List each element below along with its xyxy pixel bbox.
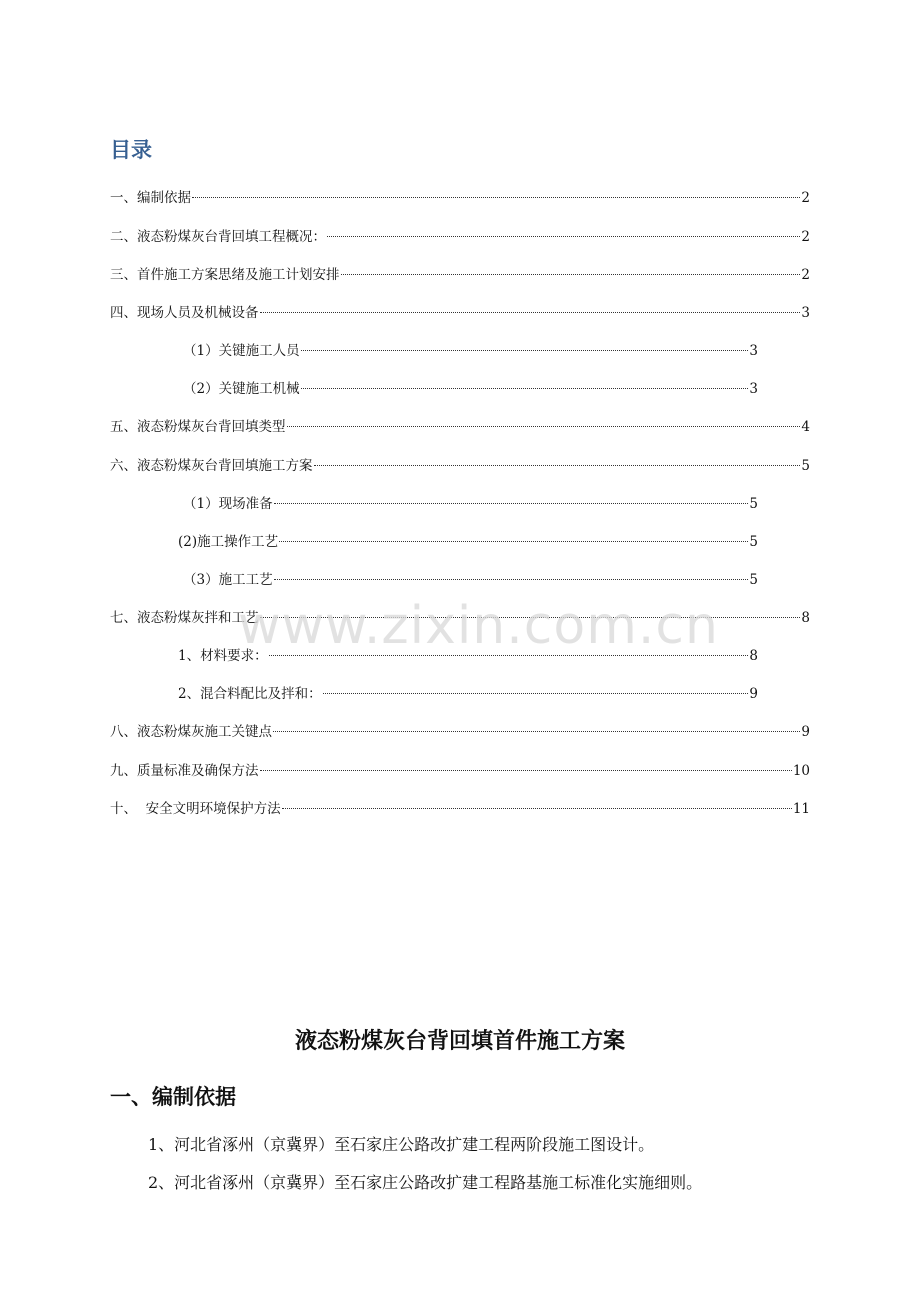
toc-entry-label: 四、现场人员及机械设备 (110, 305, 259, 321)
toc-entry-label: (2)施工操作工艺 (178, 534, 279, 550)
toc-entry-label: 十、 安全文明环境保护方法 (110, 801, 281, 817)
toc-title: 目录 (110, 138, 152, 162)
toc-entry-page: 4 (801, 419, 810, 435)
toc-entry-3[interactable] (110, 259, 810, 283)
toc-leader-dots (301, 335, 749, 355)
toc-entry-2[interactable] (110, 221, 810, 245)
toc-entry-5[interactable] (183, 335, 758, 359)
toc-entry-17[interactable] (110, 793, 810, 817)
toc-leader-dots (279, 526, 748, 546)
toc-entry-label: （3）施工工艺 (183, 572, 273, 588)
toc-entry-page: 9 (749, 686, 758, 702)
toc-leader-dots (260, 297, 801, 317)
toc-entry-page: 2 (801, 229, 810, 245)
toc-entry-6[interactable] (183, 373, 758, 397)
toc-entry-label: 二、液态粉煤灰台背回填工程概况： (110, 229, 326, 245)
document-title: 液态粉煤灰台背回填首件施工方案 (294, 1029, 625, 1054)
toc-leader-dots (341, 259, 801, 279)
toc-entry-label: 六、液态粉煤灰台背回填施工方案 (110, 458, 313, 474)
toc-entry-page: 5 (749, 534, 758, 550)
toc-entry-page: 9 (801, 724, 810, 740)
toc-entry-14[interactable] (178, 678, 758, 702)
toc-entry-page: 5 (801, 458, 810, 474)
body-paragraph-1: 1、河北省涿州（京冀界）至石家庄公路改扩建工程两阶段施工图设计。 (148, 1135, 655, 1154)
toc-entry-label: 七、液态粉煤灰拌和工艺 (110, 610, 259, 626)
toc-leader-dots (192, 182, 800, 202)
toc-entry-16[interactable] (110, 755, 810, 779)
toc-entry-label: （1）现场准备 (183, 496, 273, 512)
toc-entry-11[interactable] (183, 564, 758, 588)
toc-entry-10[interactable] (178, 526, 758, 550)
toc-entry-7[interactable] (110, 411, 810, 435)
toc-leader-dots (301, 373, 749, 393)
toc-leader-dots (314, 450, 801, 470)
toc-entry-8[interactable] (110, 450, 810, 474)
toc-entry-page: 2 (801, 267, 810, 283)
toc-entry-page: 5 (749, 496, 758, 512)
toc-leader-dots (287, 411, 801, 431)
toc-entry-label: 九、质量标准及确保方法 (110, 763, 259, 779)
toc-entry-page: 11 (792, 801, 810, 817)
toc-leader-dots (282, 793, 792, 813)
toc-entry-page: 10 (792, 763, 810, 779)
toc-entry-page: 3 (749, 343, 758, 359)
toc-leader-dots (323, 678, 749, 698)
toc-entry-label: 一、编制依据 (110, 190, 191, 206)
toc-leader-dots (327, 221, 800, 241)
toc-leader-dots (274, 564, 749, 584)
toc-entry-4[interactable] (110, 297, 810, 321)
toc-entry-label: 八、液态粉煤灰施工关键点 (110, 724, 272, 740)
toc-entry-label: （1）关键施工人员 (183, 343, 300, 359)
toc-entry-page: 3 (749, 381, 758, 397)
toc-entry-page: 3 (801, 305, 810, 321)
toc-entry-page: 8 (749, 648, 758, 664)
toc-entry-1[interactable] (110, 182, 810, 206)
toc-entry-15[interactable] (110, 716, 810, 740)
toc-entry-label: 三、首件施工方案思绪及施工计划安排 (110, 267, 340, 283)
toc-entry-label: 五、液态粉煤灰台背回填类型 (110, 419, 286, 435)
toc-leader-dots (274, 488, 749, 508)
body-paragraph-2: 2、河北省涿州（京冀界）至石家庄公路改扩建工程路基施工标准化实施细则。 (148, 1173, 703, 1192)
toc-entry-page: 5 (749, 572, 758, 588)
toc-entry-label: 2、混合料配比及拌和： (178, 686, 322, 702)
toc-entry-label: 1、材料要求： (178, 648, 268, 664)
toc-entry-page: 2 (801, 190, 810, 206)
site-watermark: www.zixin.com.cn (238, 596, 719, 656)
toc-leader-dots (260, 755, 792, 775)
toc-leader-dots (273, 716, 800, 736)
toc-entry-page: 8 (801, 610, 810, 626)
toc-entry-9[interactable] (183, 488, 758, 512)
section-heading: 一、编制依据 (110, 1085, 236, 1109)
toc-entry-label: （2）关键施工机械 (183, 381, 300, 397)
